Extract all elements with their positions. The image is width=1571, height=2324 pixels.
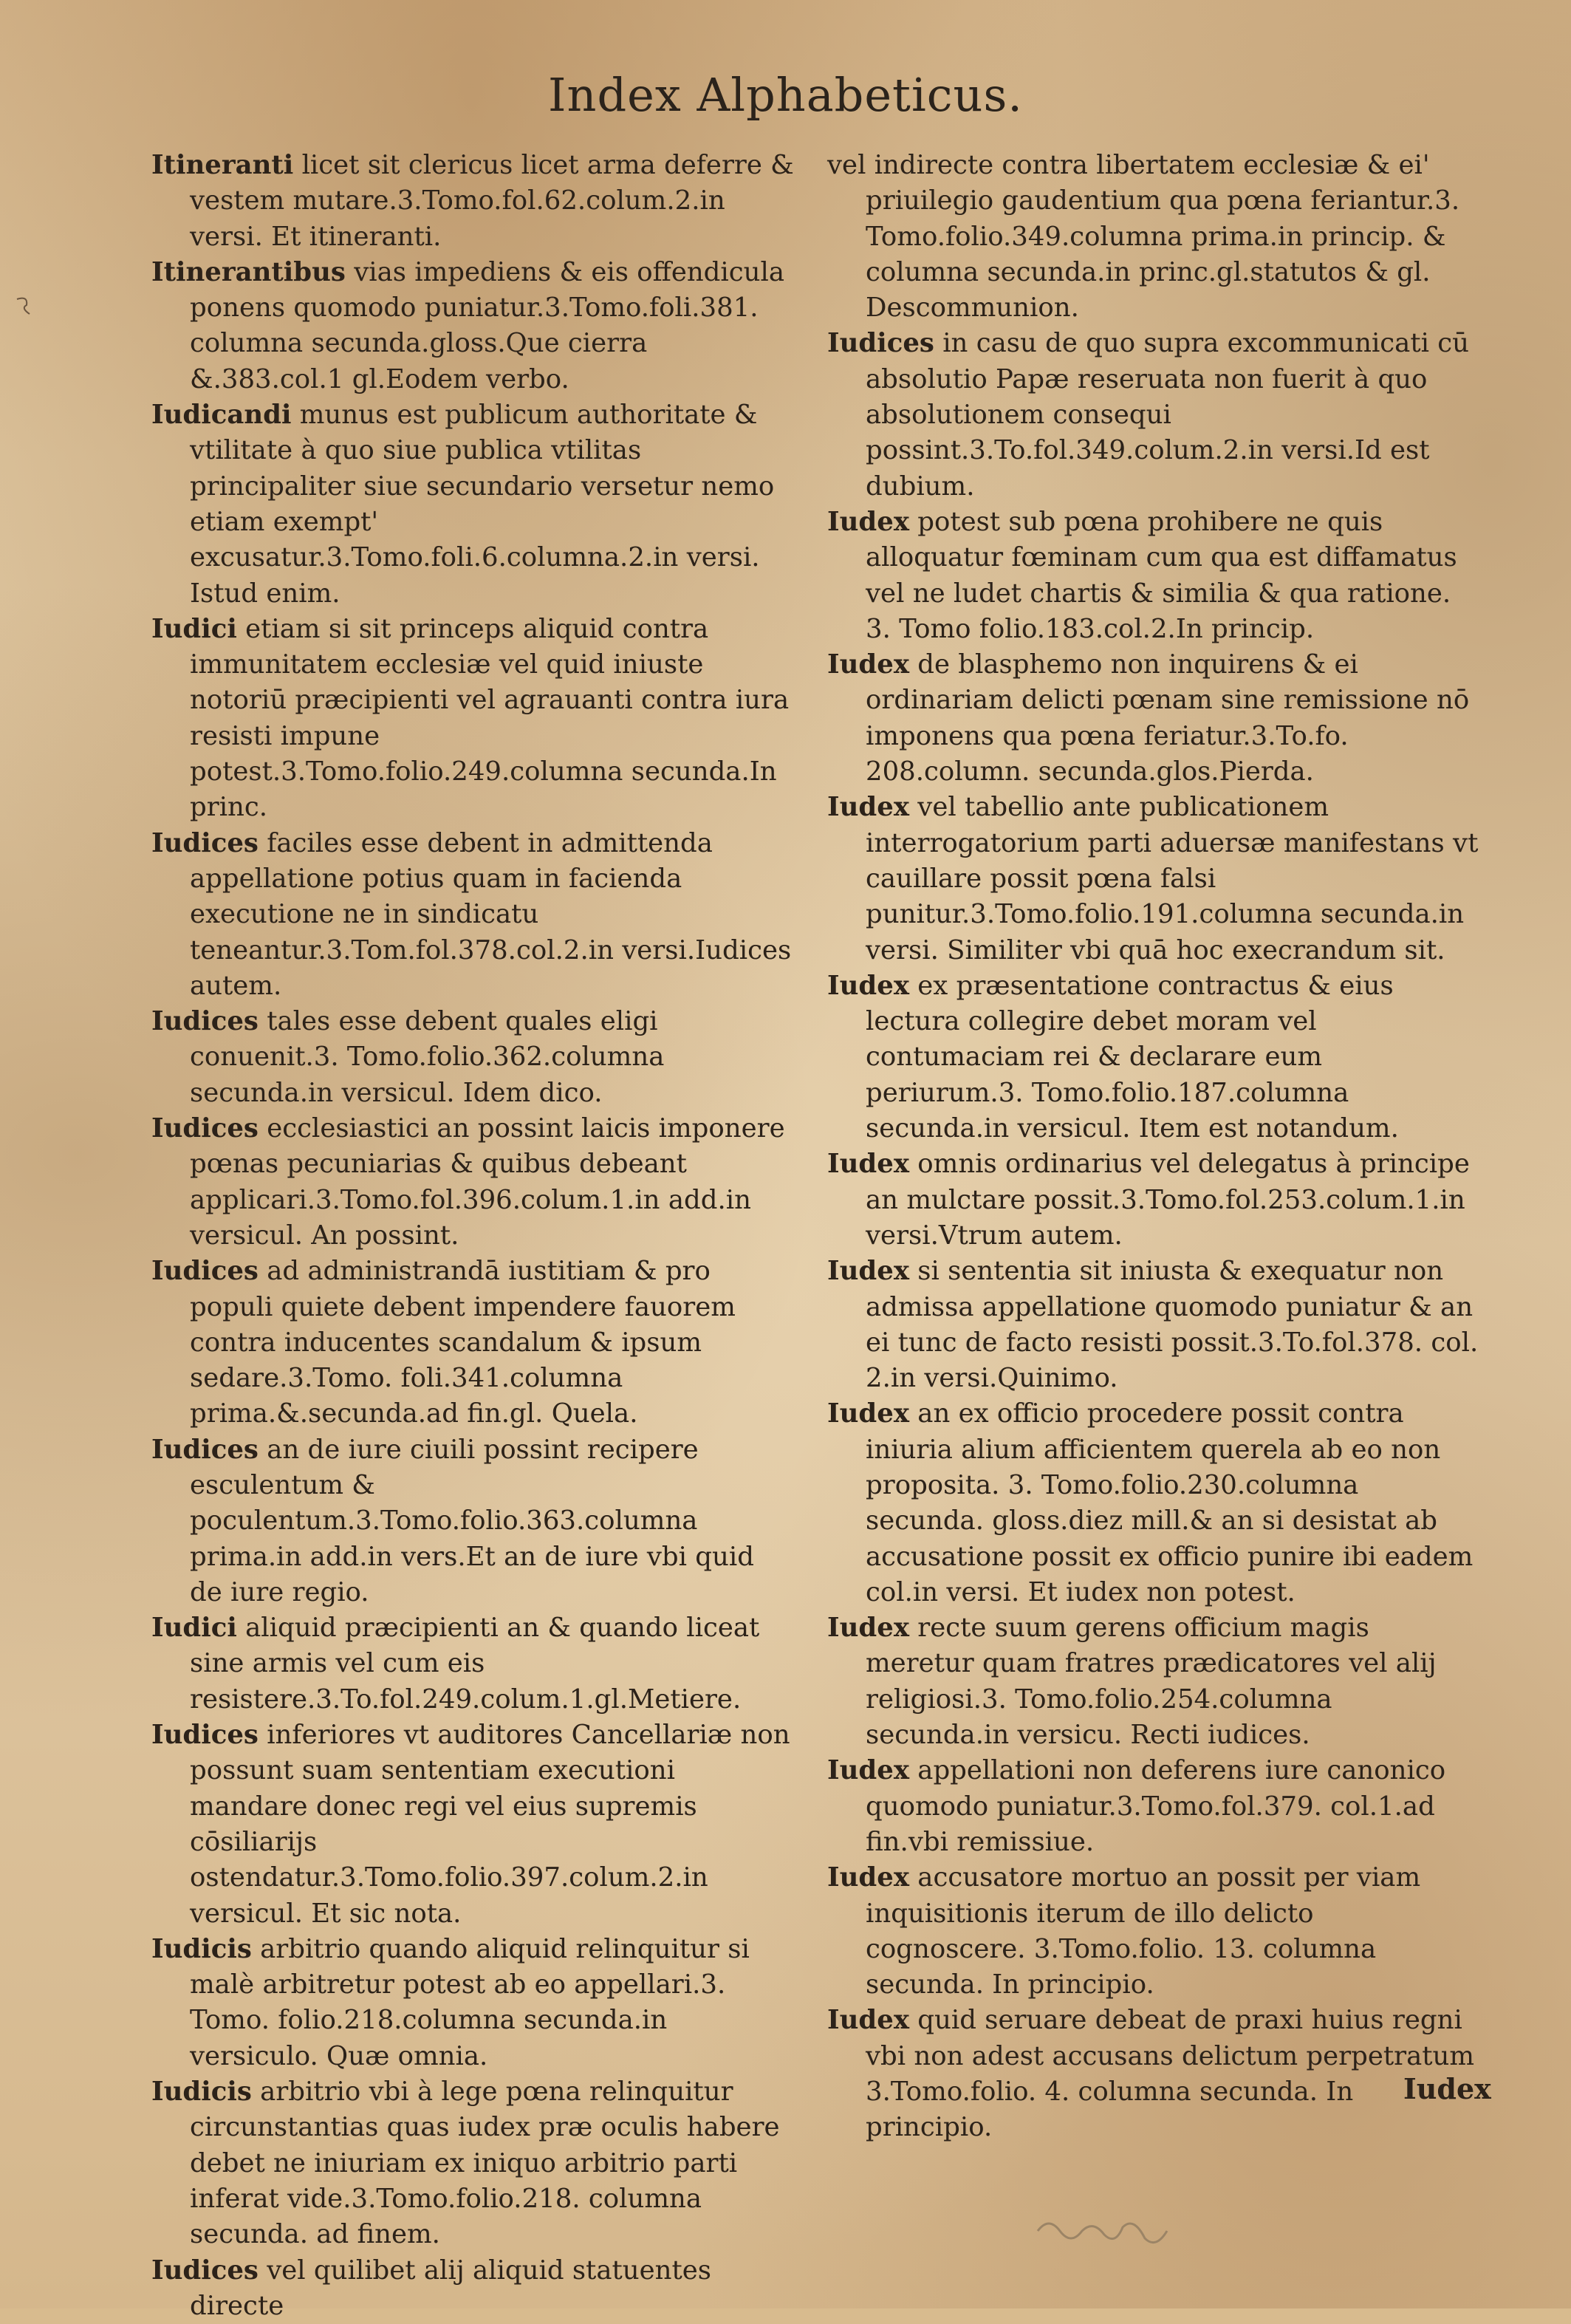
entry-text: vel quilibet alij aliquid statuentes directe [190,2255,711,2321]
entry-text: vel tabellio ante publicationem interrogatorium parti aduersæ manifestans vt cauillare possit pœna falsi punitur.3.Tomo.folio.191.columna secunda.in versi. Similiter vbi quā hoc execrandum sit. [866,792,1479,966]
index-entry [151,2253,794,2324]
entry-text: si sententia sit iniusta & exequatur non admissa appellatione quomodo puniatur & an ei tunc de facto resisti possit.3.To.fol.378. col. 2.in versi.Quinimo. [866,1256,1479,1394]
entry-headword: Iudex [827,1398,909,1429]
entry-headword: Iudex [827,1862,909,1893]
index-entry [827,647,1481,790]
index-entry [827,148,1481,326]
entry-text: quid seruare debeat de praxi huius regni vbi non adest accusans delictum perpetratum 3.Tomo.folio. 4. columna secunda. In principio. [866,2005,1475,2143]
entry-headword: Iudices [151,1113,259,1144]
entry-text: munus est publicum authoritate & vtilitate à quo siue publica vtilitas principaliter siue secundario versetur nemo etiam exempt' excusatur.3.Tomo.foli.6.columna.2.in versi. Istud enim. [190,400,775,609]
page-title: Index Alphabeticus. [548,68,1023,122]
entry-headword: Iudices [827,328,934,359]
entry-text: ad administrandā iustitiam & pro populi quiete debent impendere fauorem contra inducentes scandalum & ipsum sedare.3.Tomo. foli.341.columna prima.&.secunda.ad fin.gl. Quela. [190,1256,736,1429]
index-entry [827,1610,1481,1753]
entry-text: vias impediens & eis offendicula ponens quomodo puniatur.3.Tomo.foli.381. columna secunda.gloss.Que cierra &.383.col.1 gl.Eodem verbo. [190,256,785,394]
entry-headword: Itinerantibus [151,256,346,287]
index-entry [827,326,1481,504]
entry-text: tales esse debent quales eligi conuenit.3. Tomo.folio.362.columna secunda.in versicul. Idem dico. [190,1006,665,1108]
entry-headword: Iudex [827,1256,909,1287]
entry-headword: Iudices [151,1720,259,1751]
index-entry [151,1432,794,1610]
index-entry [151,1004,794,1111]
index-entry [151,1932,794,2074]
entry-text: appellationi non deferens iure canonico quomodo puniatur.3.Tomo.fol.379. col.1.ad fin.vbi remissiue. [866,1755,1446,1857]
entry-text: faciles esse debent in admittenda appellatione potius quam in facienda executione ne in sindicatu teneantur.3.Tom.fol.378.col.2.in versi.Iudices autem. [190,827,792,1001]
index-entry [151,612,794,826]
index-entry [151,1111,794,1254]
index-entry [151,2074,794,2252]
entry-text: accusatore mortuo an possit per viam inquisitionis iterum de illo delicto cognoscere. 3.Tomo.folio. 13. columna secunda. In principio. [866,1862,1421,2000]
index-entry [827,1753,1481,1860]
entry-text: ex præsentatione contractus & eius lectura collegire debet moram vel contumaciam rei & declarare eum periurum.3. Tomo.folio.187.columna secunda.in versicul. Item est notandum. [866,970,1399,1144]
entry-text: in casu de quo supra excommunicati cū absolutio Papæ reseruata non fuerit à quo absolutionem consequi possint.3.To.fol.349.colum.2.in versi.Id est dubium. [866,328,1469,502]
index-entry [827,790,1481,968]
index-entry [151,255,794,397]
entry-headword: Iudex [827,2005,909,2036]
entry-headword: Iudex [827,1613,909,1644]
entry-headword: Iudices [151,827,259,858]
index-entry [827,1396,1481,1610]
entry-text: an de iure ciuili possint recipere esculentum & poculentum.3.Tomo.folio.363.columna prima.in add.in vers.Et an de iure vbi quid de iure regio. [190,1434,754,1607]
entry-headword: Iudicandi [151,400,292,431]
entry-text: an ex officio procedere possit contra iniuria alium afficientem querela ab eo non proposita. 3. Tomo.folio.230.columna secunda. gloss.diez mill.& an si desistat ab accusatione possit ex officio punire ibi eadem col.in versi. Et iudex non potest. [866,1398,1474,1607]
margin-mark-icon [13,292,35,321]
entry-text: inferiores vt auditores Cancellariæ non possunt suam sententiam executioni mandare donec regi vel eius supremis cōsiliarijs ostendatur.3.Tomo.folio.397.colum.2.in versicul. Et sic nota. [190,1720,790,1929]
entry-text: vel indirecte contra libertatem ecclesiæ & ei' priuilegio gaudentium qua pœna feriantur.3. Tomo.folio.349.columna prima.in princip. & columna secunda.in princ.gl.statutos & gl. Descommunion. [827,150,1460,324]
entry-headword: Iudicis [151,2077,252,2108]
index-entry [827,505,1481,647]
entry-text: licet sit clericus licet arma deferre & vestem mutare.3.Tomo.fol.62.colum.2.in versi. Et itineranti. [190,150,794,252]
entry-headword: Iudici [151,1613,237,1644]
index-entry [827,1146,1481,1254]
entry-headword: Iudex [827,792,909,823]
entry-text: etiam si sit princeps aliquid contra immunitatem ecclesiæ vel quid iniuste notoriū præcipienti vel agrauanti contra iura resisti impune potest.3.Tomo.folio.249.columna secunda.In princ. [190,613,790,823]
index-entry [827,1860,1481,2003]
entry-headword: Iudici [151,613,237,644]
handwritten-scribble-icon [1034,2209,1182,2253]
entry-headword: Iudex [827,970,909,1001]
entry-headword: Iudices [151,1256,259,1287]
entry-text: aliquid præcipienti an & quando liceat sine armis vel cum eis resistere.3.To.fol.249.colum.1.gl.Metiere. [190,1613,760,1715]
index-entry [151,148,794,255]
index-entry [151,1610,794,1718]
index-entry [151,826,794,1004]
index-entry [827,2003,1481,2145]
entry-text: arbitrio quando aliquid relinquitur si malè arbitretur potest ab eo appellari.3. Tomo. folio.218.columna secunda.in versiculo. Quæ omnia. [190,1933,750,2071]
entry-text: de blasphemo non inquirens & ei ordinariam delicti pœnam sine remissione nō imponens qua pœna feriatur.3.To.fo. 208.column. secunda.glos.Pierda. [866,649,1470,787]
entry-text: potest sub pœna prohibere ne quis alloquatur fœminam cum qua est diffamatus vel ne ludet chartis & similia & qua ratione. 3. Tomo folio.183.col.2.In princip. [866,506,1457,644]
right-column [827,148,1481,2146]
entry-headword: Iudices [151,1006,259,1037]
entry-headword: Iudices [151,1434,259,1465]
entry-text: arbitrio vbi à lege pœna relinquitur circunstantias quas iudex præ oculis habere debet ne iniuriam ex iniquo arbitrio parti inferat vide.3.Tomo.folio.218. columna secunda. ad finem. [190,2077,780,2250]
entry-text: recte suum gerens officium magis meretur quam fratres prædicatores vel alij religiosi.3. Tomo.folio.254.columna secunda.in versicu. Recti iudices. [866,1613,1437,1751]
catchword: Iudex [1403,2072,1491,2105]
entry-headword: Iudicis [151,1933,252,1964]
entry-headword: Iudices [151,2255,259,2286]
entry-headword: Iudex [827,506,909,537]
entry-headword: Iudex [827,1149,909,1180]
entry-headword: Itineranti [151,150,294,180]
index-entry [151,397,794,612]
index-entry [151,1718,794,1932]
entry-text: ecclesiastici an possint laicis imponere pœnas pecuniarias & quibus debeant applicari.3.Tomo.fol.396.colum.1.in add.in versicul. An possint. [190,1113,785,1251]
index-entry [827,1254,1481,1396]
entry-headword: Iudex [827,1755,909,1786]
index-entry [827,968,1481,1146]
entry-headword: Iudex [827,649,909,680]
left-column [151,148,794,2324]
index-entry [151,1254,794,1432]
entry-text: omnis ordinarius vel delegatus à principe an mulctare possit.3.Tomo.fol.253.colum.1.in versi.Vtrum autem. [866,1149,1470,1251]
